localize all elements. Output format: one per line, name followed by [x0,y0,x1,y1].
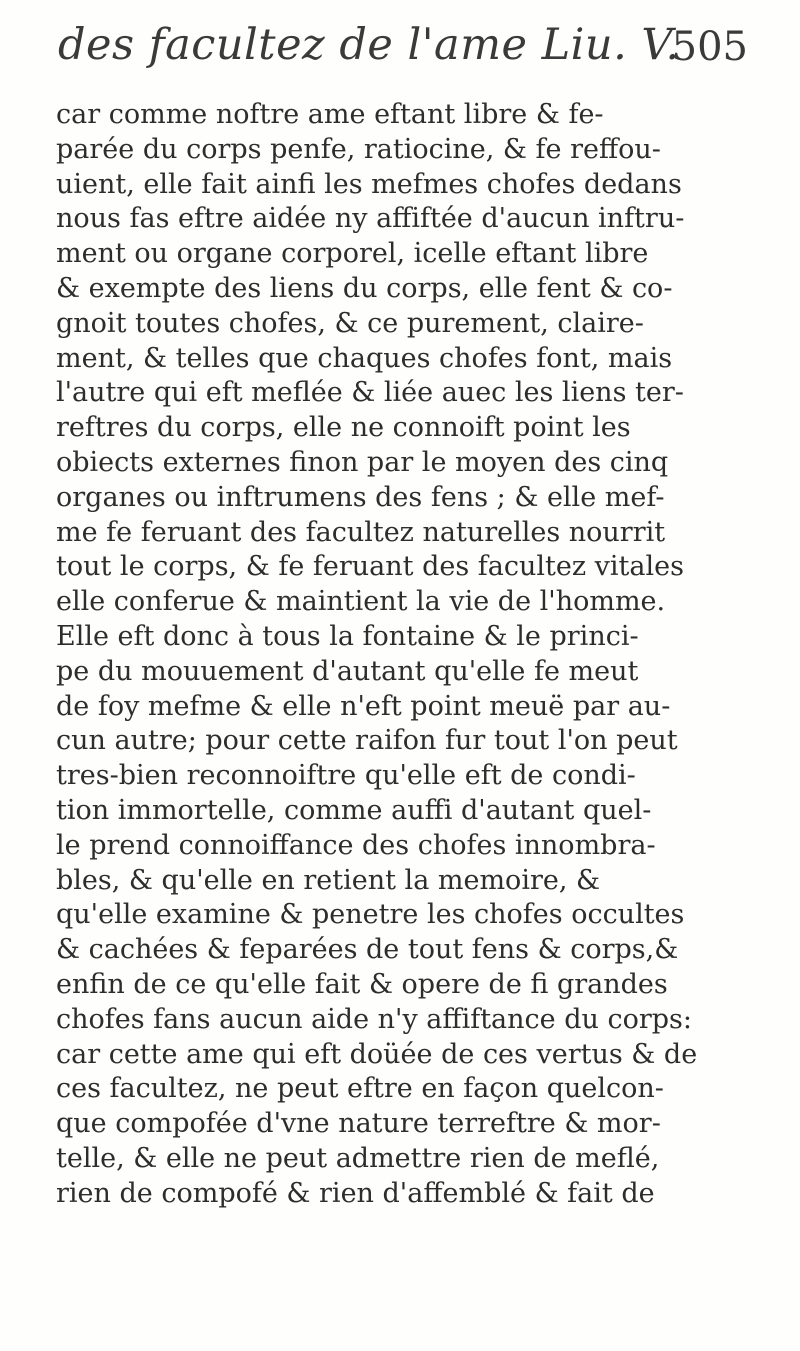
text-line: ces facultez, ne peut eftre en façon quelcon- [56,1073,664,1105]
text-line: rien de compofé & rien d'affemblé & fait de [56,1177,655,1209]
text-line: organes ou inftrumens des fens ; & elle mef- [56,481,665,513]
text-line: & exempte des liens du corps, elle fent & co- [56,272,673,304]
text-line: elle conferue & maintient la vie de l'homme. [56,586,666,618]
text-line: car comme noftre ame eftant libre & fe- [56,99,604,130]
text-line: tion immortelle, comme auffi d'autant quel- [56,794,652,826]
text-line: car cette ame qui eft doüée de ces vertus & de [56,1038,698,1070]
text-line: uient, elle fait ainfi les mefmes chofes dedans [56,168,682,200]
text-line: obiects externes finon par le moyen des cinq [56,446,669,478]
running-title: des facultez de l'ame Liu. V. [58,20,680,70]
text-line: tres-bien reconnoiftre qu'elle eft de condi- [56,760,636,792]
text-line: reftres du corps, elle ne connoift point les [56,412,631,444]
text-line: que compofée d'vne nature terreftre & mor- [56,1108,661,1140]
text-line: pe du mouuement d'autant qu'elle fe meut [56,655,639,687]
text-line: le prend connoiffance des chofes innombra- [56,829,656,861]
text-line: l'autre qui eft meflée & liée auec les liens ter- [56,377,684,409]
text-line: Elle eft donc à tous la fontaine & le princi- [56,620,639,652]
page-number: 505 [671,24,748,70]
text-line: enfin de ce qu'elle fait & opere de fi grandes [56,968,668,1000]
text-line: de foy mefme & elle n'eft point meuë par au- [56,690,671,722]
text-line: cun autre; pour cette raifon fur tout l'on peut [56,725,678,757]
text-line: tout le corps, & fe feruant des facultez vitales [56,551,684,583]
text-line: qu'elle examine & penetre les chofes occultes [56,899,685,931]
text-line: ment, & telles que chaques chofes font, mais [56,342,673,374]
text-line: chofes fans aucun aide n'y affiftance du corps: [56,1003,692,1035]
text-line: & cachées & feparées de tout fens & corps,& [56,934,679,966]
text-line: ment ou organe corporel, icelle eftant libre [56,238,649,270]
page-header [58,20,748,100]
text-line: bles, & qu'elle en retient la memoire, & [56,864,601,896]
text-line: nous fas eftre aidée ny affiftée d'aucun inftru- [56,203,685,235]
text-line: telle, & elle ne peut admettre rien de meflé, [56,1142,660,1174]
text-line: gnoit toutes chofes, & ce purement, claire- [56,307,644,339]
text-line: parée du corps penfe, ratiocine, & fe reffou- [56,133,661,165]
text-line: me fe feruant des facultez naturelles nourrit [56,516,666,548]
body-text [56,98,756,1212]
